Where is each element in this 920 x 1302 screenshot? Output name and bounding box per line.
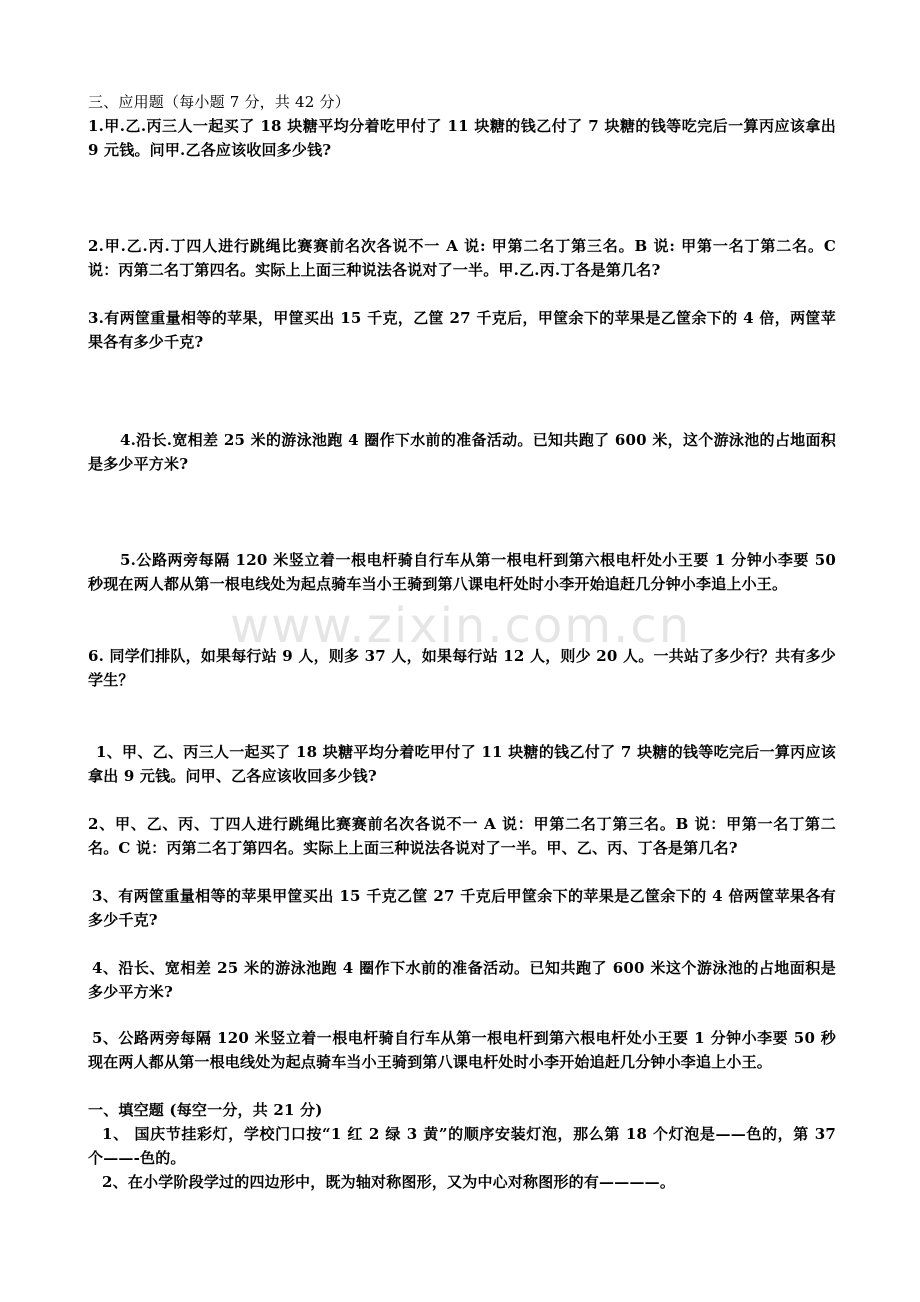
repeat-question-3: 3、有两筐重量相等的苹果甲筐买出 15 千克乙筐 27 千克后甲筐余下的苹果是乙筐余下的 4 倍两筐苹果各有多少千克? [88, 887, 836, 929]
repeat-question-2: 2、甲、乙、丙、丁四人进行跳绳比赛赛前名次各说不一 A 说：甲第二名丁第三名。B 说：甲第一名丁第二名。C 说：丙第二名丁第四名。实际上上面三种说法各说对了一半。甲、乙、丙、丁各是第几名? [88, 815, 836, 857]
question-2: 2.甲.乙.丙.丁四人进行跳绳比赛赛前名次各说不一 A 说: 甲第二名丁第三名。B 说: 甲第一名丁第二名。C 说：丙第二名丁第四名。实际上上面三种说法各说对了一半。甲.乙.丙.丁各是第几名? [88, 237, 836, 279]
repeat-question-1: 1、甲、乙、丙三人一起买了 18 块糖平均分着吃甲付了 11 块糖的钱乙付了 7 块糖的钱等吃完后一算丙应该拿出 9 元钱。问甲、乙各应该收回多少钱? [88, 743, 836, 785]
watermark: www.zixin.com.cn [230, 598, 692, 654]
fill-question-1: 1、 国庆节挂彩灯，学校门口按“1 红 2 绿 3 黄”的顺序安装灯泡，那么第 18 个灯泡是——色的，第 37 个——-色的。 [88, 1125, 836, 1167]
question-6: 6. 同学们排队，如果每行站 9 人，则多 37 人，如果每行站 12 人，则少 20 人。一共站了多少行？共有多少学生？ [88, 647, 836, 689]
question-1: 1.甲.乙.丙三人一起买了 18 块糖平均分着吃甲付了 11 块糖的钱乙付了 7 块糖的钱等吃完后一算丙应该拿出 9 元钱。问甲.乙各应该收回多少钱? [88, 117, 836, 159]
repeat-question-4: 4、沿长、宽相差 25 米的游泳池跑 4 圈作下水前的准备活动。已知共跑了 600 米这个游泳池的占地面积是多少平方米? [88, 959, 836, 1001]
repeat-question-5: 5、公路两旁每隔 120 米竖立着一根电杆骑自行车从第一根电杆到第六根电杆处小王要 1 分钟小李要 50 秒现在两人都从第一根电线处为起点骑车当小王骑到第八课电杆处时小李开始追赶几分钟小李追上小王。 [88, 1029, 836, 1071]
question-4: 4.沿长.宽相差 25 米的游泳池跑 4 圈作下水前的准备活动。已知共跑了 600 米，这个游泳池的占地面积是多少平方米? [88, 431, 836, 473]
question-5: 5.公路两旁每隔 120 米竖立着一根电杆骑自行车从第一根电杆到第六根电杆处小王要 1 分钟小李要 50 秒现在两人都从第一根电线处为起点骑车当小王骑到第八课电杆处时小李开始追赶几分钟小李追上小王。 [88, 551, 836, 593]
question-3: 3.有两筐重量相等的苹果，甲筐买出 15 千克，乙筐 27 千克后，甲筐余下的苹果是乙筐余下的 4 倍，两筐苹果各有多少千克? [88, 309, 836, 351]
fill-question-2: 2、在小学阶段学过的四边形中，既为轴对称图形，又为中心对称图形的有————。 [102, 1173, 676, 1191]
section3-heading: 三、应用题（每小题 7 分，共 42 分） [88, 93, 350, 111]
section1-heading: 一、填空题 (每空一分，共 21 分) [88, 1101, 323, 1119]
